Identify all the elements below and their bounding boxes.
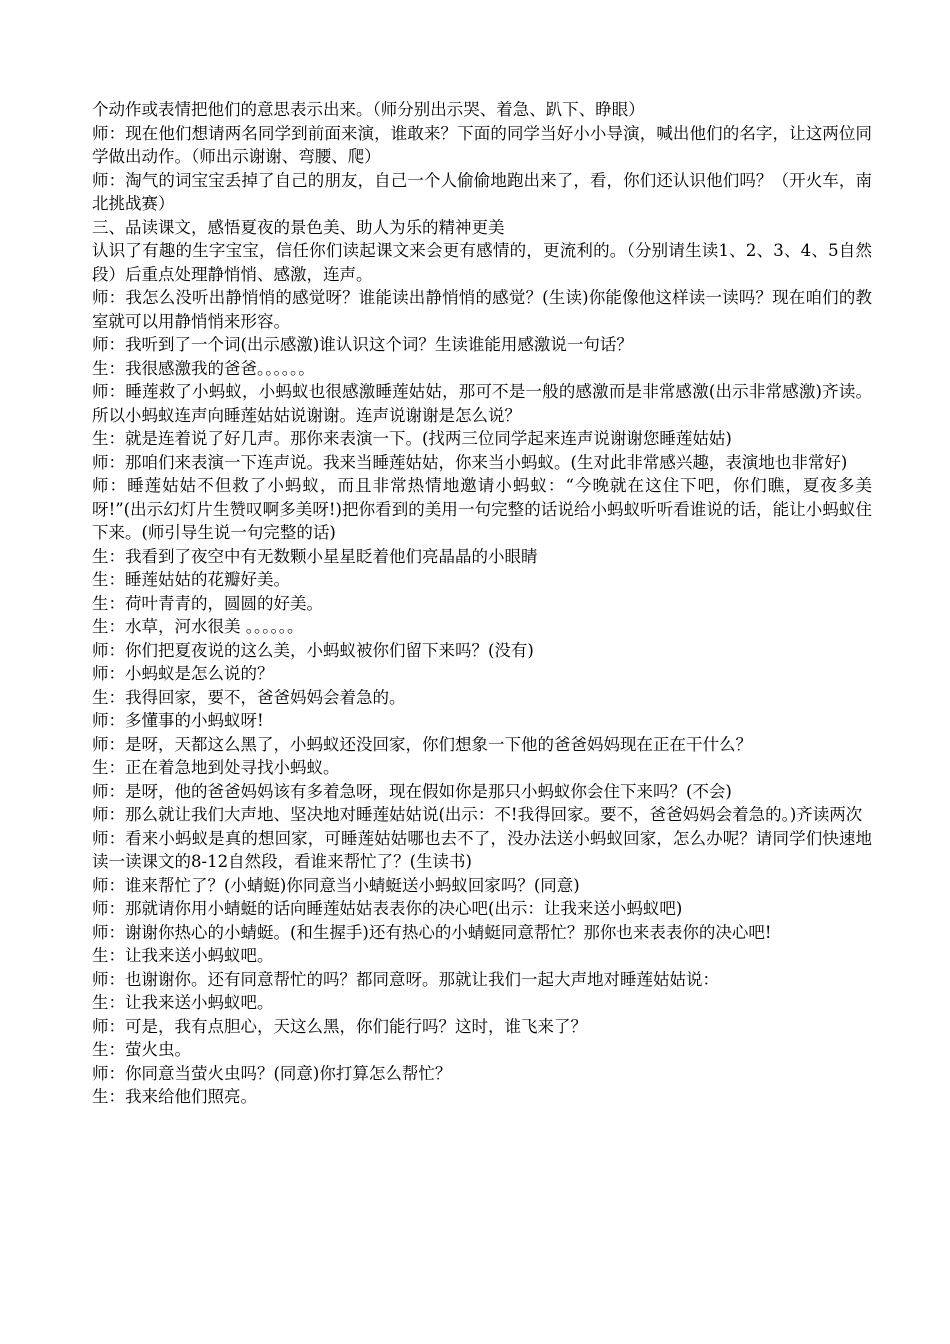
paragraph: 生：我看到了夜空中有无数颗小星星眨着他们亮晶晶的小眼睛	[92, 546, 538, 566]
paragraph: 师：谁来帮忙了？(小蜻蜓)你同意当小蜻蜓送小蚂蚁回家吗？(同意)	[92, 875, 580, 895]
paragraph: 生：让我来送小蚂蚁吧。	[92, 993, 274, 1012]
paragraph: 师：是呀，他的爸爸妈妈该有多着急呀，现在假如你是那只小蚂蚁你会住下来吗？(不会)	[92, 781, 732, 801]
paragraph: 师：睡莲姑姑不但救了小蚂蚁，而且非常热情地邀请小蚂蚁：“今晚就在这住下吧，你们瞧，夏夜多美呀!”(出示幻灯片生赞叹啊多美呀!)把你看到的美用一句完整的话说给小蚂蚁听听看谁说的话，能让小蚂蚁住下来。(师引导生说一句完整的话)	[92, 476, 872, 542]
document-page	[92, 98, 872, 1109]
section-heading: 三、品读课文，感悟夏夜的景色美、助人为乐的精神更美	[92, 217, 505, 237]
paragraph: 师：那就请你用小蜻蜓的话向睡莲姑姑表表你的决心吧(出示：让我来送小蚂蚁吧)	[92, 899, 683, 918]
paragraph: 生：我来给他们照亮。	[92, 1087, 257, 1106]
paragraph: 师：你们把夏夜说的这么美，小蚂蚁被你们留下来吗？(没有)	[92, 640, 534, 660]
paragraph: 生：让我来送小蚂蚁吧。	[92, 946, 274, 965]
paragraph: 师：看来小蚂蚁是真的想回家，可睡莲姑姑哪也去不了，没办法送小蚂蚁回家，怎么办呢？请同学们快速地读一读课文的8-12自然段，看谁来帮忙了？(生读书)	[92, 828, 872, 871]
paragraph: 师：谢谢你热心的小蜻蜓。(和生握手)还有热心的小蜻蜓同意帮忙？那你也来表表你的决心吧!	[92, 922, 772, 942]
paragraph: 生：就是连着说了好几声。那你来表演一下。(找两三位同学起来连声说谢谢您睡莲姑姑)	[92, 429, 732, 448]
paragraph: 生：我得回家，要不，爸爸妈妈会着急的。	[92, 687, 406, 707]
paragraph: 师：现在他们想请两名同学到前面来演，谁敢来？下面的同学当好小小导演，喊出他们的名字，让这两位同学做出动作。（师出示谢谢、弯腰、爬）	[92, 123, 872, 166]
paragraph: 师：我怎么没听出静悄悄的感觉呀？谁能读出静悄悄的感觉？(生读)你能像他这样读一读吗？现在咱们的教室就可以用静悄悄来形容。	[92, 288, 872, 331]
paragraph: 师：小蚂蚁是怎么说的？	[92, 664, 274, 683]
paragraph: 师：我听到了一个词(出示感激)谁认识这个词？生读谁能用感激说一句话？	[92, 335, 633, 354]
paragraph: 生：荷叶青青的，圆圆的好美。	[92, 593, 323, 613]
paragraph: 生：萤火虫。	[92, 1040, 191, 1059]
paragraph: 师：也谢谢你。还有同意帮忙的吗？都同意呀。那就让我们一起大声地对睡莲姑姑说：	[92, 969, 719, 989]
paragraph: 生：睡莲姑姑的花瓣好美。	[92, 570, 290, 589]
paragraph: 师：淘气的词宝宝丢掉了自己的朋友，自己一个人偷偷地跑出来了，看，你们还认识他们吗？（开火车，南北挑战赛）	[92, 170, 872, 213]
paragraph: 师：是呀，天都这么黑了，小蚂蚁还没回家，你们想象一下他的爸爸妈妈现在正在干什么？	[92, 734, 752, 754]
paragraph: 师：那咱们来表演一下连声说。我来当睡莲姑姑，你来当小蚂蚁。(生对此非常感兴趣，表演地也非常好)	[92, 452, 848, 472]
paragraph: 师：那么就让我们大声地、坚决地对睡莲姑姑说(出示：不!我得回家。要不，爸爸妈妈会着急的。)齐读两次	[92, 805, 863, 824]
paragraph: 生：水草，河水很美 。。。。。。	[92, 617, 304, 636]
paragraph: 师：你同意当萤火虫吗？(同意)你打算怎么帮忙？	[92, 1063, 452, 1083]
paragraph: 生：我很感激我的爸爸。。。。。。	[92, 358, 315, 378]
paragraph: 师：睡莲救了小蚂蚁，小蚂蚁也很感激睡莲姑姑，那可不是一般的感激而是非常感激(出示非常感激)齐读。所以小蚂蚁连声向睡莲姑姑说谢谢。连声说谢谢是怎么说？	[92, 382, 872, 425]
paragraph: 个动作或表情把他们的意思表示出来。（师分别出示哭、着急、趴下、睁眼）	[92, 100, 645, 119]
paragraph: 师：多懂事的小蚂蚁呀!	[92, 711, 264, 730]
paragraph: 师：可是，我有点胆心，天这么黑，你们能行吗？这时，谁飞来了？	[92, 1016, 587, 1036]
paragraph: 认识了有趣的生字宝宝，信任你们读起课文来会更有感情的，更流利的。（分别请生读1、2、3、4、5自然段）后重点处理静悄悄、感激，连声。	[92, 241, 872, 284]
paragraph: 生：正在着急地到处寻找小蚂蚁。	[92, 758, 340, 777]
